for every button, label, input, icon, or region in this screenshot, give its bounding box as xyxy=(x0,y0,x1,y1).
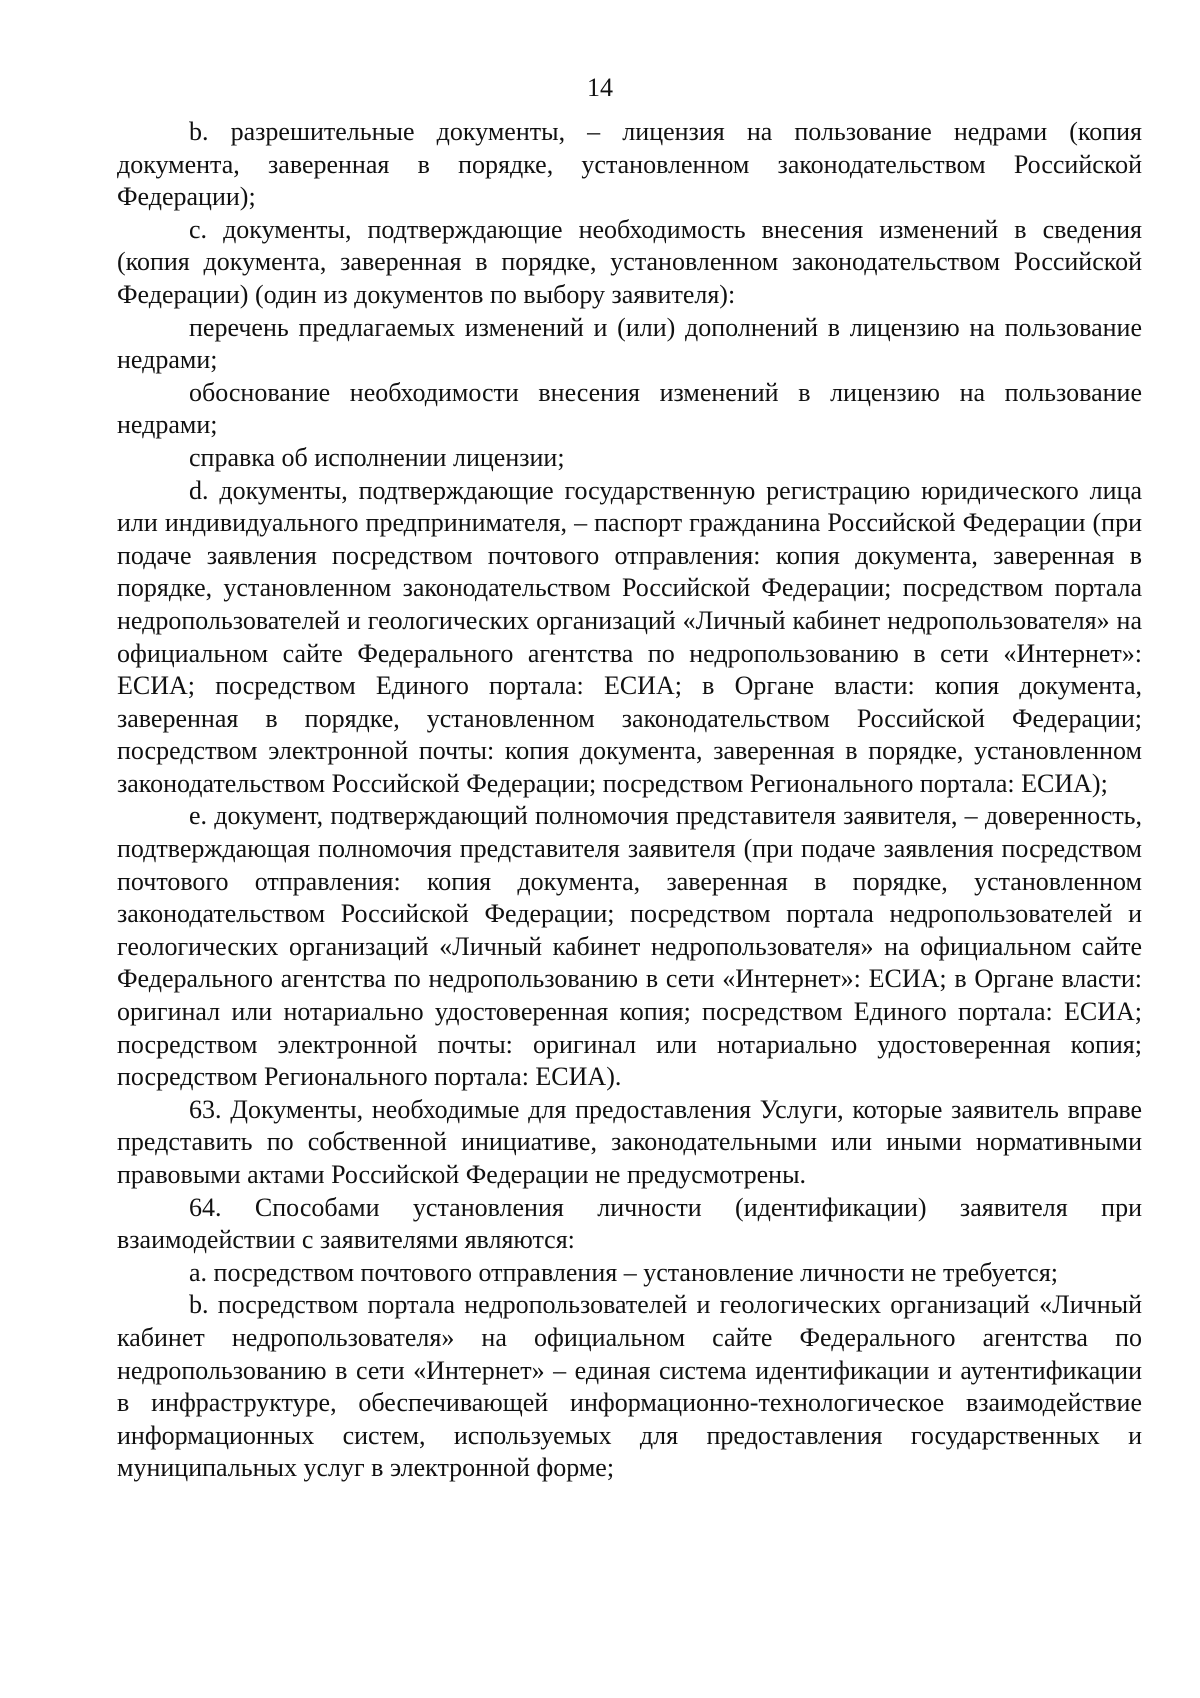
paragraph-d-registration: d. документы, подтверждающие государственную регистрацию юридического лица или индивидуального предпринимателя, – паспорт гражданина Российской Федерации (при подаче заявления посредством почтового отправления: копия документа, заверенная в порядке, установленном законодательством Российской Федерации; посредством портала недропользователей и геологических организаций «Личный кабинет недропользователя» на официальном сайте Федерального агентства по недропользованию в сети «Интернет»: ЕСИА; посредством Единого портала: ЕСИА; в Органе власти: копия документа, заверенная в порядке, установленном законодательством Российской Федерации; посредством электронной почты: копия документа, заверенная в порядке, установленном законодательством Российской Федерации; посредством Регионального портала: ЕСИА); xyxy=(117,475,1142,798)
paragraph-a-mail: a. посредством почтового отправления – установление личности не требуется; xyxy=(189,1257,1059,1287)
paragraph-64: 64. Способами установления личности (идентификации) заявителя при взаимодействии с заявителями являются: xyxy=(117,1192,1142,1255)
paragraph-e-representative: e. документ, подтверждающий полномочия представителя заявителя, – доверенность, подтверждающая полномочия представителя заявителя (при подаче заявления посредством почтового отправления: копия документа, заверенная в порядке, установленном законодательством Российской Федерации; посредством портала недропользователей и геологических организаций «Личный кабинет недропользователя» на официальном сайте Федерального агентства по недропользованию в сети «Интернет»: ЕСИА; в Органе власти: оригинал или нотариально удостоверенная копия; посредством Единого портала: ЕСИА; посредством электронной почты: оригинал или нотариально удостоверенная копия; посредством Регионального портала: ЕСИА). xyxy=(117,801,1142,1092)
page-number: 14 xyxy=(587,73,613,102)
paragraph-b-portal: b. посредством портала недропользователей и геологических организаций «Личный кабинет недропользователя» на официальном сайте Федерального агентства по недропользованию в сети «Интернет» – единая система идентификации и аутентификации в инфраструктуре, обеспечивающей информационно-технологическое взаимодействие информационных систем, используемых для предоставления государственных и муниципальных услуг в электронной форме; xyxy=(117,1290,1142,1483)
paragraph-list-of-changes: перечень предлагаемых изменений и (или) дополнений в лицензию на пользование недрами; xyxy=(117,312,1142,375)
document-body xyxy=(117,116,1142,1485)
paragraph-63: 63. Документы, необходимые для предоставления Услуги, которые заявитель вправе представить по собственной инициативе, законодательными или иными нормативными правовыми актами Российской Федерации не предусмотрены. xyxy=(117,1094,1142,1189)
paragraph-license-report: справка об исполнении лицензии; xyxy=(189,442,565,472)
paragraph-b-permits: b. разрешительные документы, – лицензия на пользование недрами (копия документа, заверенная в порядке, установленном законодательством Российской Федерации); xyxy=(117,117,1142,212)
paragraph-justification: обоснование необходимости внесения изменений в лицензию на пользование недрами; xyxy=(117,377,1142,440)
paragraph-c-change-documents: c. документы, подтверждающие необходимость внесения изменений в сведения (копия документа, заверенная в порядке, установленном законодательством Российской Федерации) (один из документов по выбору заявителя): xyxy=(117,214,1142,309)
